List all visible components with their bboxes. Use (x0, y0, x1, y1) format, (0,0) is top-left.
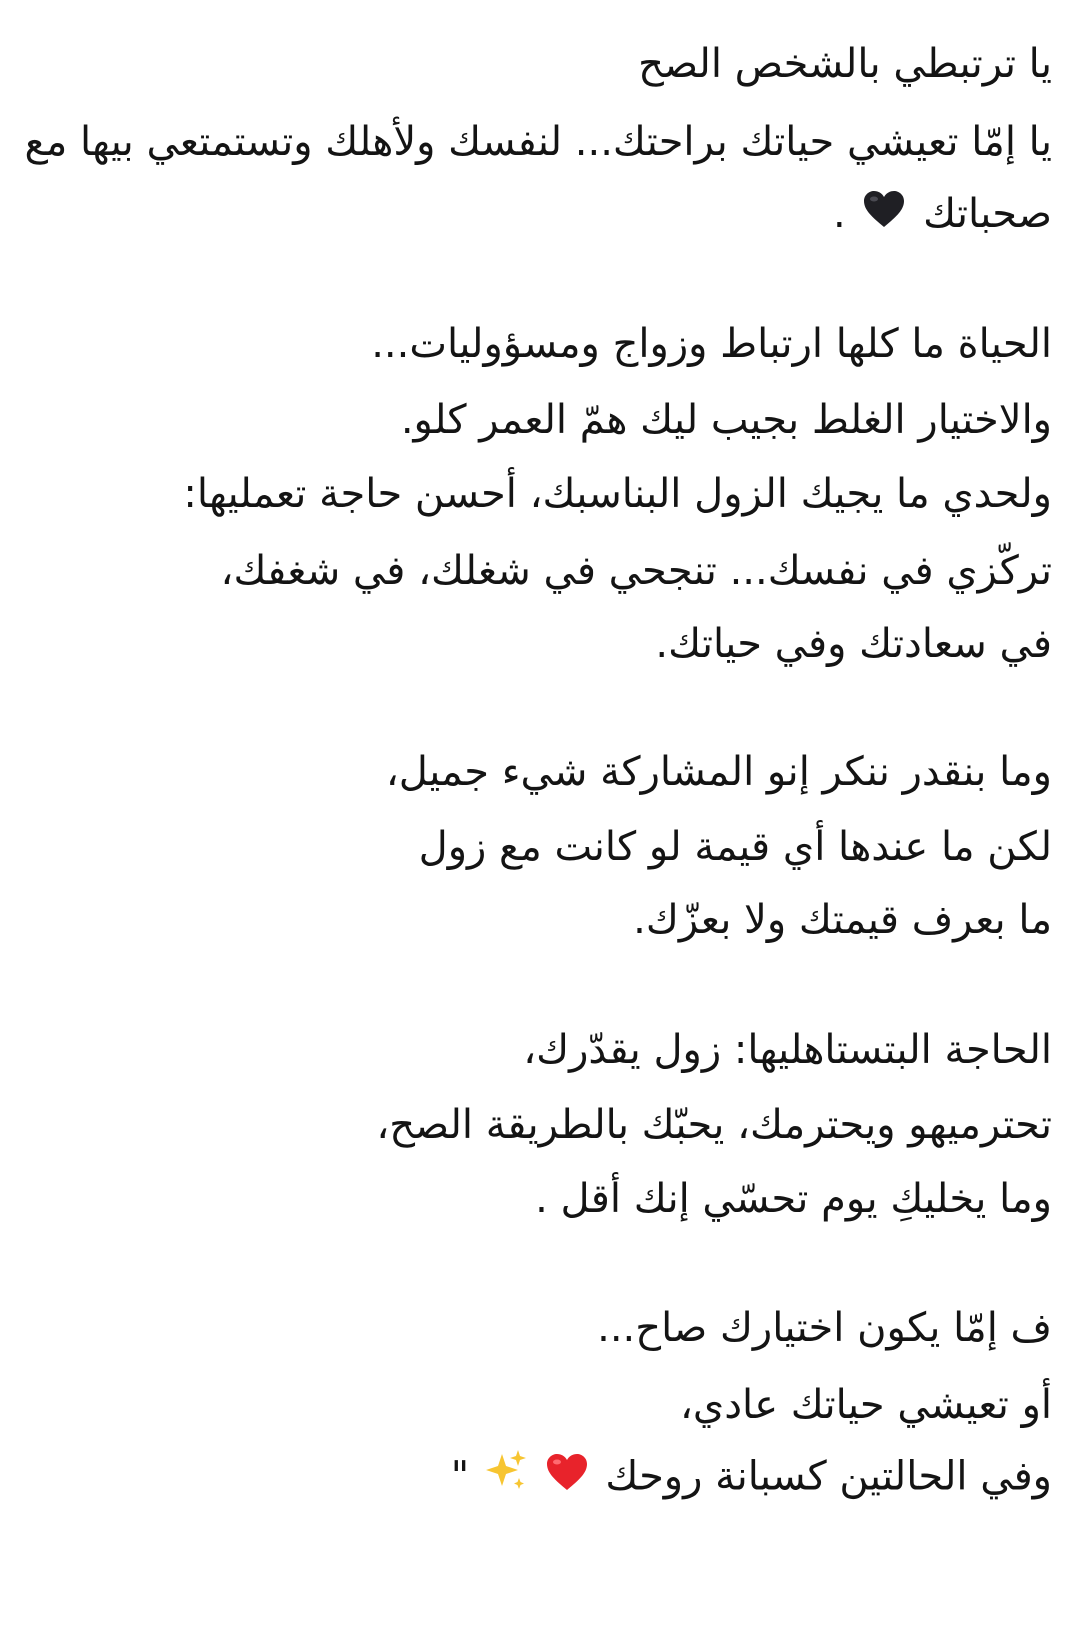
text-line-4: الحياة ما كلها ارتباط وزواج ومسؤوليات... (371, 321, 1052, 367)
black-heart-icon (862, 188, 906, 244)
text-line-10: لكن ما عندها أي قيمة لو كانت مع زول (418, 824, 1052, 870)
text-line-1: يا ترتبطي بالشخص الصح (638, 41, 1052, 87)
text-line-3-text: صحباتك (923, 191, 1052, 237)
text-line-8: في سعادتك وفي حياتك. (655, 621, 1052, 667)
text-line-6: ولحدي ما يجيك الزول البناسبك، أحسن حاجة تعمليها: (183, 471, 1052, 517)
text-line-12: الحاجة البتستاهليها: زول يقدّرك، (523, 1027, 1052, 1073)
text-line-7: تركّزي في نفسك... تنجحي في شغلك، في شغفك، (220, 548, 1052, 594)
text-line-11: ما بعرف قيمتك ولا بعزّك. (633, 897, 1052, 943)
text-line-17 (40, 1448, 1052, 1509)
text-line-5: والاختيار الغلط بجيب ليك همّ العمر كلو. (400, 397, 1052, 443)
text-line-16: أو تعيشي حياتك عادي، (679, 1382, 1052, 1428)
text-line-9: وما بنقدر ننكر إنو المشاركة شيء جميل، (385, 749, 1052, 795)
text-line-15: ف إمّا يكون اختيارك صاح... (597, 1305, 1052, 1351)
text-line-3-period: . (832, 191, 846, 237)
text-line-17-quote: " (450, 1453, 470, 1500)
text-line-17-text: وفي الحالتين كسبانة روحك (605, 1453, 1052, 1500)
text-line-2: يا إمّا تعيشي حياتك براحتك... لنفسك ولأهلك وتستمتعي بيها مع (24, 119, 1052, 165)
sparkles-icon (482, 1448, 528, 1509)
text-line-3 (40, 186, 1052, 244)
red-heart-icon (545, 1451, 589, 1507)
text-line-13: تحترميهو ويحترمك، يحبّك بالطريقة الصح، (376, 1102, 1052, 1148)
text-line-14: وما يخليكِ يوم تحسّي إنك أقل . (535, 1176, 1052, 1222)
